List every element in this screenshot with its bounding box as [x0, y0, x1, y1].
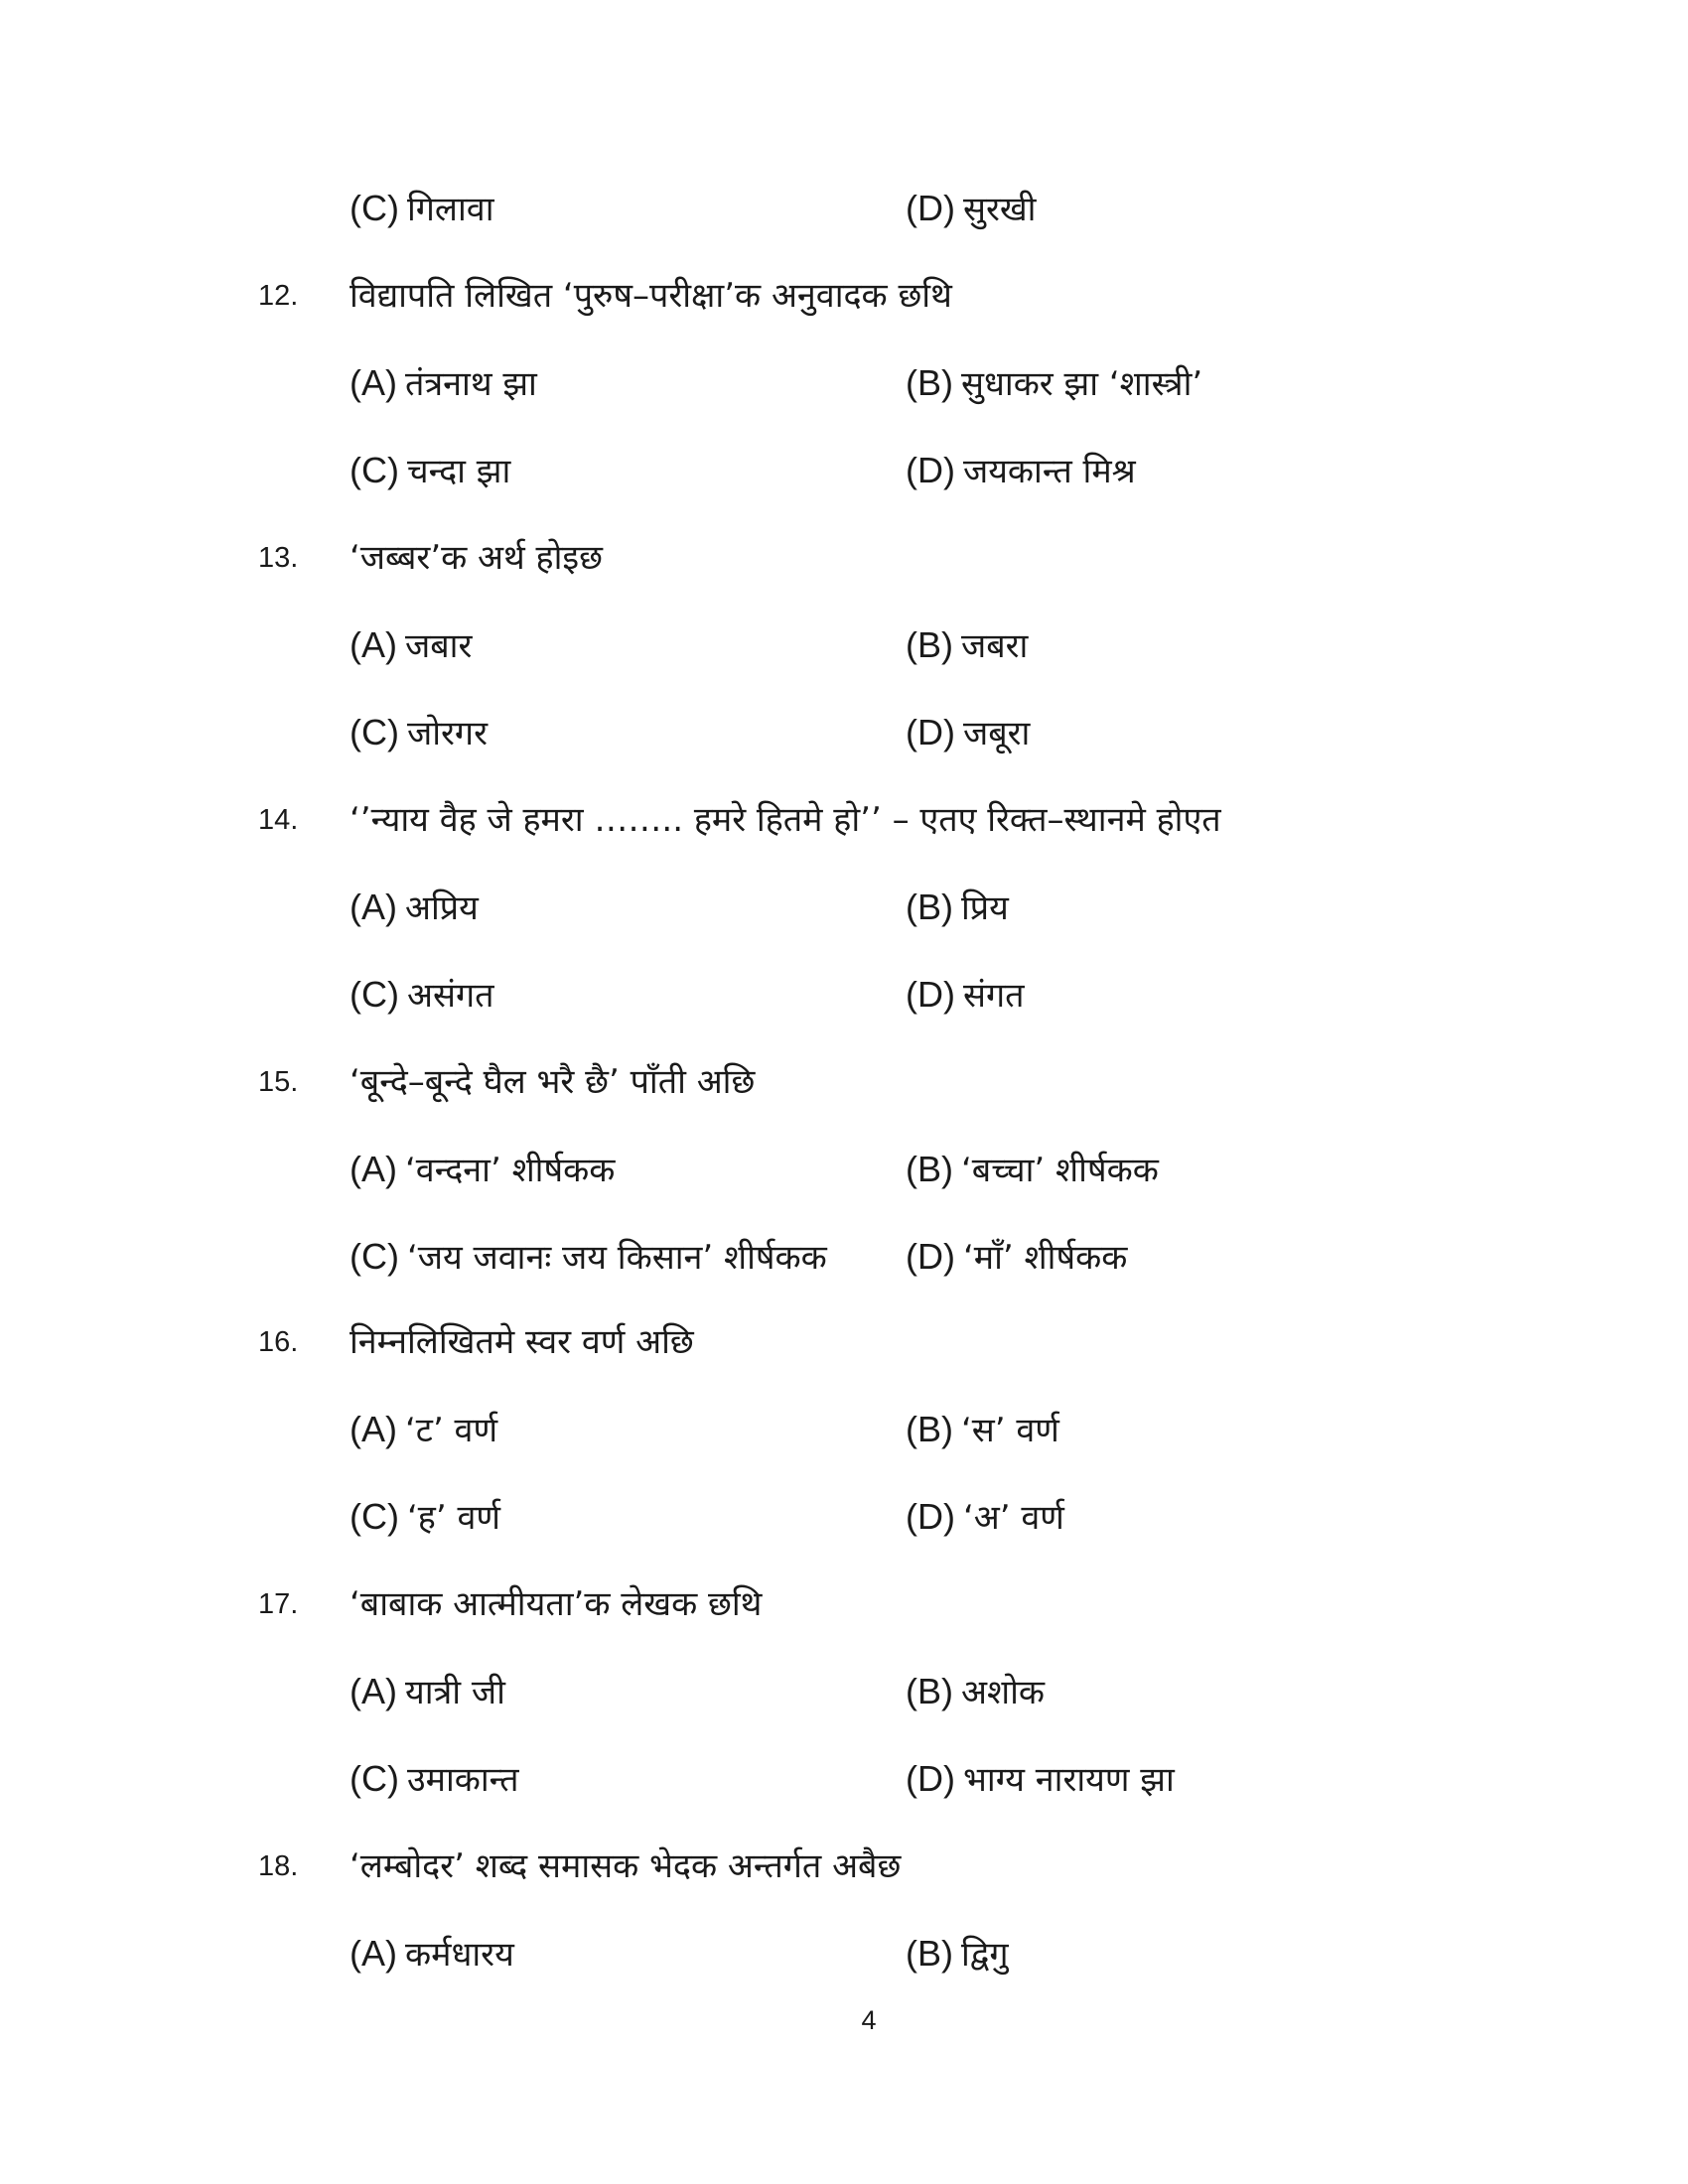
- option-text: ‘माँ’ शीर्षकक: [962, 1238, 1128, 1278]
- question-text: ‘’न्याय वैह जे हमरा …….. हमरे हितमे हो’’ – एतए रिक्त–स्थानमे होएत: [350, 800, 1221, 840]
- option-b: [906, 353, 1202, 414]
- option-letter: (A): [350, 1409, 397, 1449]
- option-a: [350, 1662, 505, 1722]
- option-text: असंगत: [406, 976, 494, 1016]
- option-b: [906, 615, 1028, 676]
- option-letter: (D): [906, 974, 955, 1015]
- option-text: जबार: [405, 626, 473, 666]
- question-text: ‘बून्दे–बून्दे घैल भरै छै’ पाँती अछि: [350, 1062, 756, 1102]
- option-text: संगत: [962, 976, 1025, 1016]
- question-text: ‘जब्बर’क अर्थ होइछ: [350, 538, 603, 578]
- option-text: ‘जय जवानः जय किसान’ शीर्षकक: [406, 1238, 827, 1278]
- option-a: [350, 353, 537, 414]
- option-text: चन्दा झा: [406, 452, 511, 491]
- option-d: [906, 703, 1030, 763]
- option-d: [906, 179, 1037, 239]
- option-text: गिलावा: [406, 190, 494, 229]
- option-letter: (A): [350, 1149, 397, 1189]
- option-a: [350, 1400, 497, 1460]
- question-number: 12.: [258, 280, 299, 312]
- option-c: [350, 965, 493, 1025]
- question-number: 13.: [258, 542, 299, 574]
- option-text: सुधाकर झा ‘शास्त्री’: [961, 364, 1203, 404]
- option-c: [350, 1487, 500, 1548]
- question-number: 17.: [258, 1588, 299, 1620]
- option-letter: (A): [350, 1933, 397, 1974]
- option-letter: (D): [906, 1496, 955, 1537]
- option-letter: (A): [350, 362, 397, 403]
- option-a: [350, 878, 479, 938]
- option-text: सुरखी: [962, 190, 1037, 229]
- option-letter: (A): [350, 624, 397, 665]
- option-a: [350, 1140, 615, 1200]
- option-text: अशोक: [961, 1673, 1046, 1712]
- question-number: 14.: [258, 804, 299, 836]
- question-text: ‘बाबाक आत्मीयता’क लेखक छथि: [350, 1584, 763, 1624]
- option-text: यात्री जी: [405, 1673, 505, 1712]
- option-letter: (C): [350, 1496, 399, 1537]
- option-b: [906, 878, 1009, 938]
- option-c: [350, 1749, 519, 1810]
- option-text: भाग्य नारायण झा: [962, 1760, 1175, 1800]
- question-number: 15.: [258, 1066, 299, 1098]
- question-text: निम्नलिखितमे स्वर वर्ण अछि: [350, 1322, 694, 1362]
- option-a: [350, 1924, 514, 1984]
- option-letter: (B): [906, 624, 953, 665]
- option-letter: (B): [906, 1933, 953, 1974]
- option-letter: (D): [906, 450, 955, 490]
- option-a: [350, 615, 472, 676]
- option-b: [906, 1924, 1009, 1984]
- option-letter: (C): [350, 712, 399, 752]
- option-d: [906, 1227, 1127, 1288]
- option-letter: (B): [906, 362, 953, 403]
- option-d: [906, 1487, 1064, 1548]
- option-d: [906, 965, 1025, 1025]
- page-number: 4: [861, 2005, 877, 2035]
- option-letter: (C): [350, 974, 399, 1015]
- option-text: जयकान्त मिश्र: [962, 452, 1136, 491]
- option-d: [906, 1749, 1175, 1810]
- option-letter: (D): [906, 712, 955, 752]
- option-text: जबरा: [961, 626, 1029, 666]
- option-text: ‘ट’ वर्ण: [405, 1411, 498, 1450]
- option-text: द्विगु: [961, 1935, 1009, 1975]
- option-c: [350, 703, 488, 763]
- option-text: ‘ह’ वर्ण: [406, 1498, 500, 1538]
- option-text: जोरगर: [406, 714, 488, 753]
- option-letter: (C): [350, 1758, 399, 1799]
- option-letter: (C): [350, 450, 399, 490]
- option-text: कर्मधारय: [405, 1935, 514, 1975]
- option-letter: (D): [906, 1758, 955, 1799]
- option-letter: (A): [350, 887, 397, 927]
- question-number: 18.: [258, 1850, 299, 1882]
- option-letter: (B): [906, 1671, 953, 1711]
- option-b: [906, 1662, 1045, 1722]
- option-c: [350, 179, 494, 239]
- question-number: 16.: [258, 1326, 299, 1358]
- option-letter: (D): [906, 188, 955, 228]
- option-c: [350, 1227, 827, 1288]
- option-text: ‘अ’ वर्ण: [962, 1498, 1064, 1538]
- option-text: ‘स’ वर्ण: [961, 1411, 1059, 1450]
- option-text: ‘वन्दना’ शीर्षकक: [405, 1151, 616, 1190]
- option-text: जबूरा: [962, 714, 1031, 753]
- option-letter: (C): [350, 188, 399, 228]
- option-letter: (B): [906, 1149, 953, 1189]
- option-d: [906, 441, 1136, 501]
- option-letter: (C): [350, 1236, 399, 1277]
- option-text: तंत्रनाथ झा: [405, 364, 537, 404]
- option-text: उमाकान्त: [406, 1760, 519, 1800]
- option-letter: (B): [906, 1409, 953, 1449]
- option-c: [350, 441, 510, 501]
- question-text: विद्यापति लिखित ‘पुरुष–परीक्षा’क अनुवादक छथि: [350, 276, 952, 316]
- option-b: [906, 1400, 1059, 1460]
- option-letter: (B): [906, 887, 953, 927]
- option-b: [906, 1140, 1159, 1200]
- option-letter: (D): [906, 1236, 955, 1277]
- option-text: ‘बच्चा’ शीर्षकक: [961, 1151, 1159, 1190]
- question-text: ‘लम्बोदर’ शब्द समासक भेदक अन्तर्गत अबैछ: [350, 1846, 902, 1886]
- option-letter: (A): [350, 1671, 397, 1711]
- option-text: अप्रिय: [405, 888, 479, 928]
- option-text: प्रिय: [961, 888, 1009, 928]
